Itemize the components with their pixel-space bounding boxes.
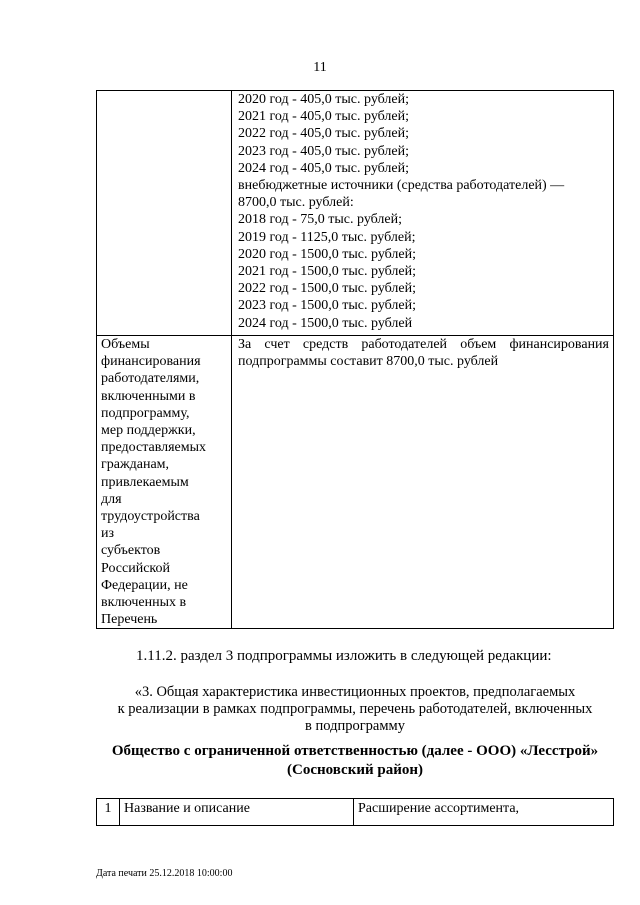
financing-line: 2022 год - 1500,0 тыс. рублей; [238,281,417,297]
label-line: Российской [101,560,170,576]
table-row [97,336,614,629]
heading-line: в подпрограмму [305,718,405,734]
organization-title [96,742,614,780]
label-line: Федерации, не [101,577,188,593]
heading-line: «3. Общая характеристика инвестиционных проектов, предполагаемых [134,684,576,700]
row2-value-cell [232,336,614,629]
label-line: финансирования [101,354,201,370]
table-row [97,799,614,826]
label-line: включенными в [101,388,196,404]
organization-line: Общество с ограниченной ответственностью (далее - ООО) «Лесстрой» [111,743,599,759]
financing-line: 2018 год - 75,0 тыс. рублей; [238,212,403,228]
organization-line: (Сосновский район) [287,762,423,778]
label-line: трудоустройства [101,509,200,525]
label-line: работодателями, [101,371,200,387]
table-row [97,91,614,336]
financing-table [96,90,614,629]
print-date: Дата печати 25.12.2018 10:00:00 [96,868,233,879]
financing-line: 2021 год - 405,0 тыс. рублей; [238,109,410,125]
section-heading [96,684,614,735]
financing-summary: За счет средств работодателей объем финансирования подпрограммы составит 8700,0 тыс. рублей [238,337,609,370]
row-name: Название и описание [120,799,354,826]
financing-line: 2022 год - 405,0 тыс. рублей; [238,126,410,142]
row-value: Расширение ассортимента, [354,799,614,826]
row1-value-cell [232,91,614,336]
label-line: привлекаемым [101,474,189,490]
label-line: Объемы [101,337,150,352]
project-table [96,798,614,826]
financing-line: 2024 год - 1500,0 тыс. рублей [238,315,413,331]
financing-line: 2021 год - 1500,0 тыс. рублей; [238,264,417,280]
label-line: включенных в [101,595,187,611]
row2-label-cell [97,336,232,629]
financing-line: 2024 год - 405,0 тыс. рублей; [238,160,410,176]
label-line: гражданам, [101,457,170,473]
financing-line: 2019 год - 1125,0 тыс. рублей; [238,229,416,245]
financing-line: 8700,0 тыс. рублей: [238,195,354,211]
label-line: предоставляемых [101,440,207,456]
financing-line: 2023 год - 1500,0 тыс. рублей; [238,298,417,314]
financing-line: внебюджетные источники (средства работодателей) — [238,178,565,194]
financing-line: 2020 год - 405,0 тыс. рублей; [238,92,410,107]
row1-label-cell [97,91,232,336]
label-line: подпрограмму, [101,405,190,421]
label-line: из [101,526,115,542]
label-line: Перечень [101,612,158,628]
financing-line: 2020 год - 1500,0 тыс. рублей; [238,246,417,262]
financing-line: 2023 год - 405,0 тыс. рублей; [238,143,410,159]
row-number: 1 [97,799,120,826]
label-line: для [101,491,122,507]
label-line: субъектов [101,543,161,559]
label-line: мер поддержки, [101,423,196,439]
page-number: 11 [313,60,327,75]
amendment-paragraph: 1.11.2. раздел 3 подпрограммы изложить в следующей редакции: [136,648,552,664]
heading-line: к реализации в рамках подпрограммы, перечень работодателей, включенных [117,701,593,717]
